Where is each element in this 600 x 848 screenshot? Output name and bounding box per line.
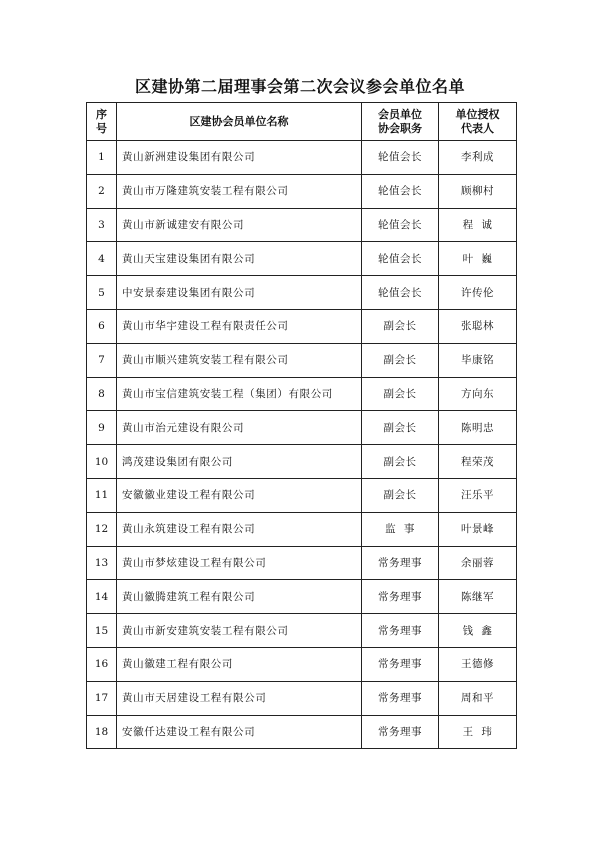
attendee-table [86, 102, 517, 749]
row-number: 16 [87, 647, 117, 681]
member-role: 副会长 [362, 411, 439, 445]
table-row [87, 377, 517, 411]
representative: 汪乐平 [439, 478, 517, 512]
member-role: 副会长 [362, 343, 439, 377]
representative: 周和平 [439, 681, 517, 715]
header-rep-line2: 代表人 [461, 121, 494, 135]
representative: 张聪林 [439, 309, 517, 343]
representative: 陈继军 [439, 580, 517, 614]
row-number: 18 [87, 715, 117, 749]
member-role: 轮值会长 [362, 174, 439, 208]
member-name: 黄山徽腾建筑工程有限公司 [117, 580, 362, 614]
member-name: 黄山市万隆建筑安装工程有限公司 [117, 174, 362, 208]
member-name: 安徽徽业建设工程有限公司 [117, 478, 362, 512]
member-role: 常务理事 [362, 715, 439, 749]
representative: 叶 巍 [439, 242, 517, 276]
member-role: 常务理事 [362, 614, 439, 648]
row-number: 17 [87, 681, 117, 715]
representative: 方向东 [439, 377, 517, 411]
member-name: 黄山市华宇建设工程有限责任公司 [117, 309, 362, 343]
member-role: 副会长 [362, 478, 439, 512]
row-number: 5 [87, 276, 117, 310]
representative: 王 玮 [439, 715, 517, 749]
table-row [87, 715, 517, 749]
member-name: 安徽仟达建设工程有限公司 [117, 715, 362, 749]
member-name: 黄山市治元建设有限公司 [117, 411, 362, 445]
header-role-line1: 会员单位 [378, 107, 422, 121]
header-role [362, 103, 439, 141]
header-no-line2: 号 [96, 121, 107, 135]
table-row [87, 580, 517, 614]
row-number: 8 [87, 377, 117, 411]
member-role: 轮值会长 [362, 141, 439, 175]
row-number: 11 [87, 478, 117, 512]
representative: 毕康铭 [439, 343, 517, 377]
member-name: 黄山永筑建设工程有限公司 [117, 512, 362, 546]
member-name: 中安景泰建设集团有限公司 [117, 276, 362, 310]
member-name: 黄山市宝信建筑安装工程（集团）有限公司 [117, 377, 362, 411]
row-number: 12 [87, 512, 117, 546]
member-name: 黄山天宝建设集团有限公司 [117, 242, 362, 276]
header-representative [439, 103, 517, 141]
row-number: 14 [87, 580, 117, 614]
member-role: 轮值会长 [362, 242, 439, 276]
row-number: 10 [87, 445, 117, 479]
member-role: 常务理事 [362, 647, 439, 681]
row-number: 9 [87, 411, 117, 445]
header-role-line2: 协会职务 [378, 121, 422, 135]
table-row [87, 208, 517, 242]
row-number: 7 [87, 343, 117, 377]
table-row [87, 174, 517, 208]
representative: 程荣茂 [439, 445, 517, 479]
representative: 李利成 [439, 141, 517, 175]
header-no-line1: 序 [96, 107, 107, 121]
table-header-row [87, 103, 517, 141]
representative: 陈明忠 [439, 411, 517, 445]
table-row [87, 647, 517, 681]
row-number: 15 [87, 614, 117, 648]
table-row [87, 276, 517, 310]
member-role: 常务理事 [362, 580, 439, 614]
member-name: 黄山市新诚建安有限公司 [117, 208, 362, 242]
member-name: 黄山市新安建筑安装工程有限公司 [117, 614, 362, 648]
representative: 王德修 [439, 647, 517, 681]
table-row [87, 512, 517, 546]
member-name: 鸿茂建设集团有限公司 [117, 445, 362, 479]
representative: 许传伦 [439, 276, 517, 310]
row-number: 3 [87, 208, 117, 242]
member-name: 黄山徽建工程有限公司 [117, 647, 362, 681]
member-role: 轮值会长 [362, 208, 439, 242]
table-row [87, 614, 517, 648]
member-role: 副会长 [362, 445, 439, 479]
member-role: 监 事 [362, 512, 439, 546]
row-number: 2 [87, 174, 117, 208]
table-row [87, 681, 517, 715]
member-name: 黄山市顺兴建筑安装工程有限公司 [117, 343, 362, 377]
member-role: 常务理事 [362, 681, 439, 715]
header-no [87, 103, 117, 141]
representative: 顾柳村 [439, 174, 517, 208]
table-row [87, 309, 517, 343]
table-row [87, 242, 517, 276]
representative: 叶景峰 [439, 512, 517, 546]
member-role: 副会长 [362, 377, 439, 411]
header-member-name: 区建协会员单位名称 [117, 103, 362, 141]
table-row [87, 478, 517, 512]
row-number: 1 [87, 141, 117, 175]
representative: 钱 鑫 [439, 614, 517, 648]
member-name: 黄山新洲建设集团有限公司 [117, 141, 362, 175]
member-role: 常务理事 [362, 546, 439, 580]
member-name: 黄山市天居建设工程有限公司 [117, 681, 362, 715]
member-role: 副会长 [362, 309, 439, 343]
page-title: 区建协第二届理事会第二次会议参会单位名单 [134, 77, 465, 96]
representative: 余丽蓉 [439, 546, 517, 580]
row-number: 13 [87, 546, 117, 580]
table-row [87, 445, 517, 479]
representative: 程 诚 [439, 208, 517, 242]
table-row [87, 141, 517, 175]
row-number: 4 [87, 242, 117, 276]
table-row [87, 411, 517, 445]
member-name: 黄山市梦炫建设工程有限公司 [117, 546, 362, 580]
table-row [87, 546, 517, 580]
header-rep-line1: 单位授权 [455, 107, 500, 121]
table-row [87, 343, 517, 377]
row-number: 6 [87, 309, 117, 343]
member-role: 轮值会长 [362, 276, 439, 310]
